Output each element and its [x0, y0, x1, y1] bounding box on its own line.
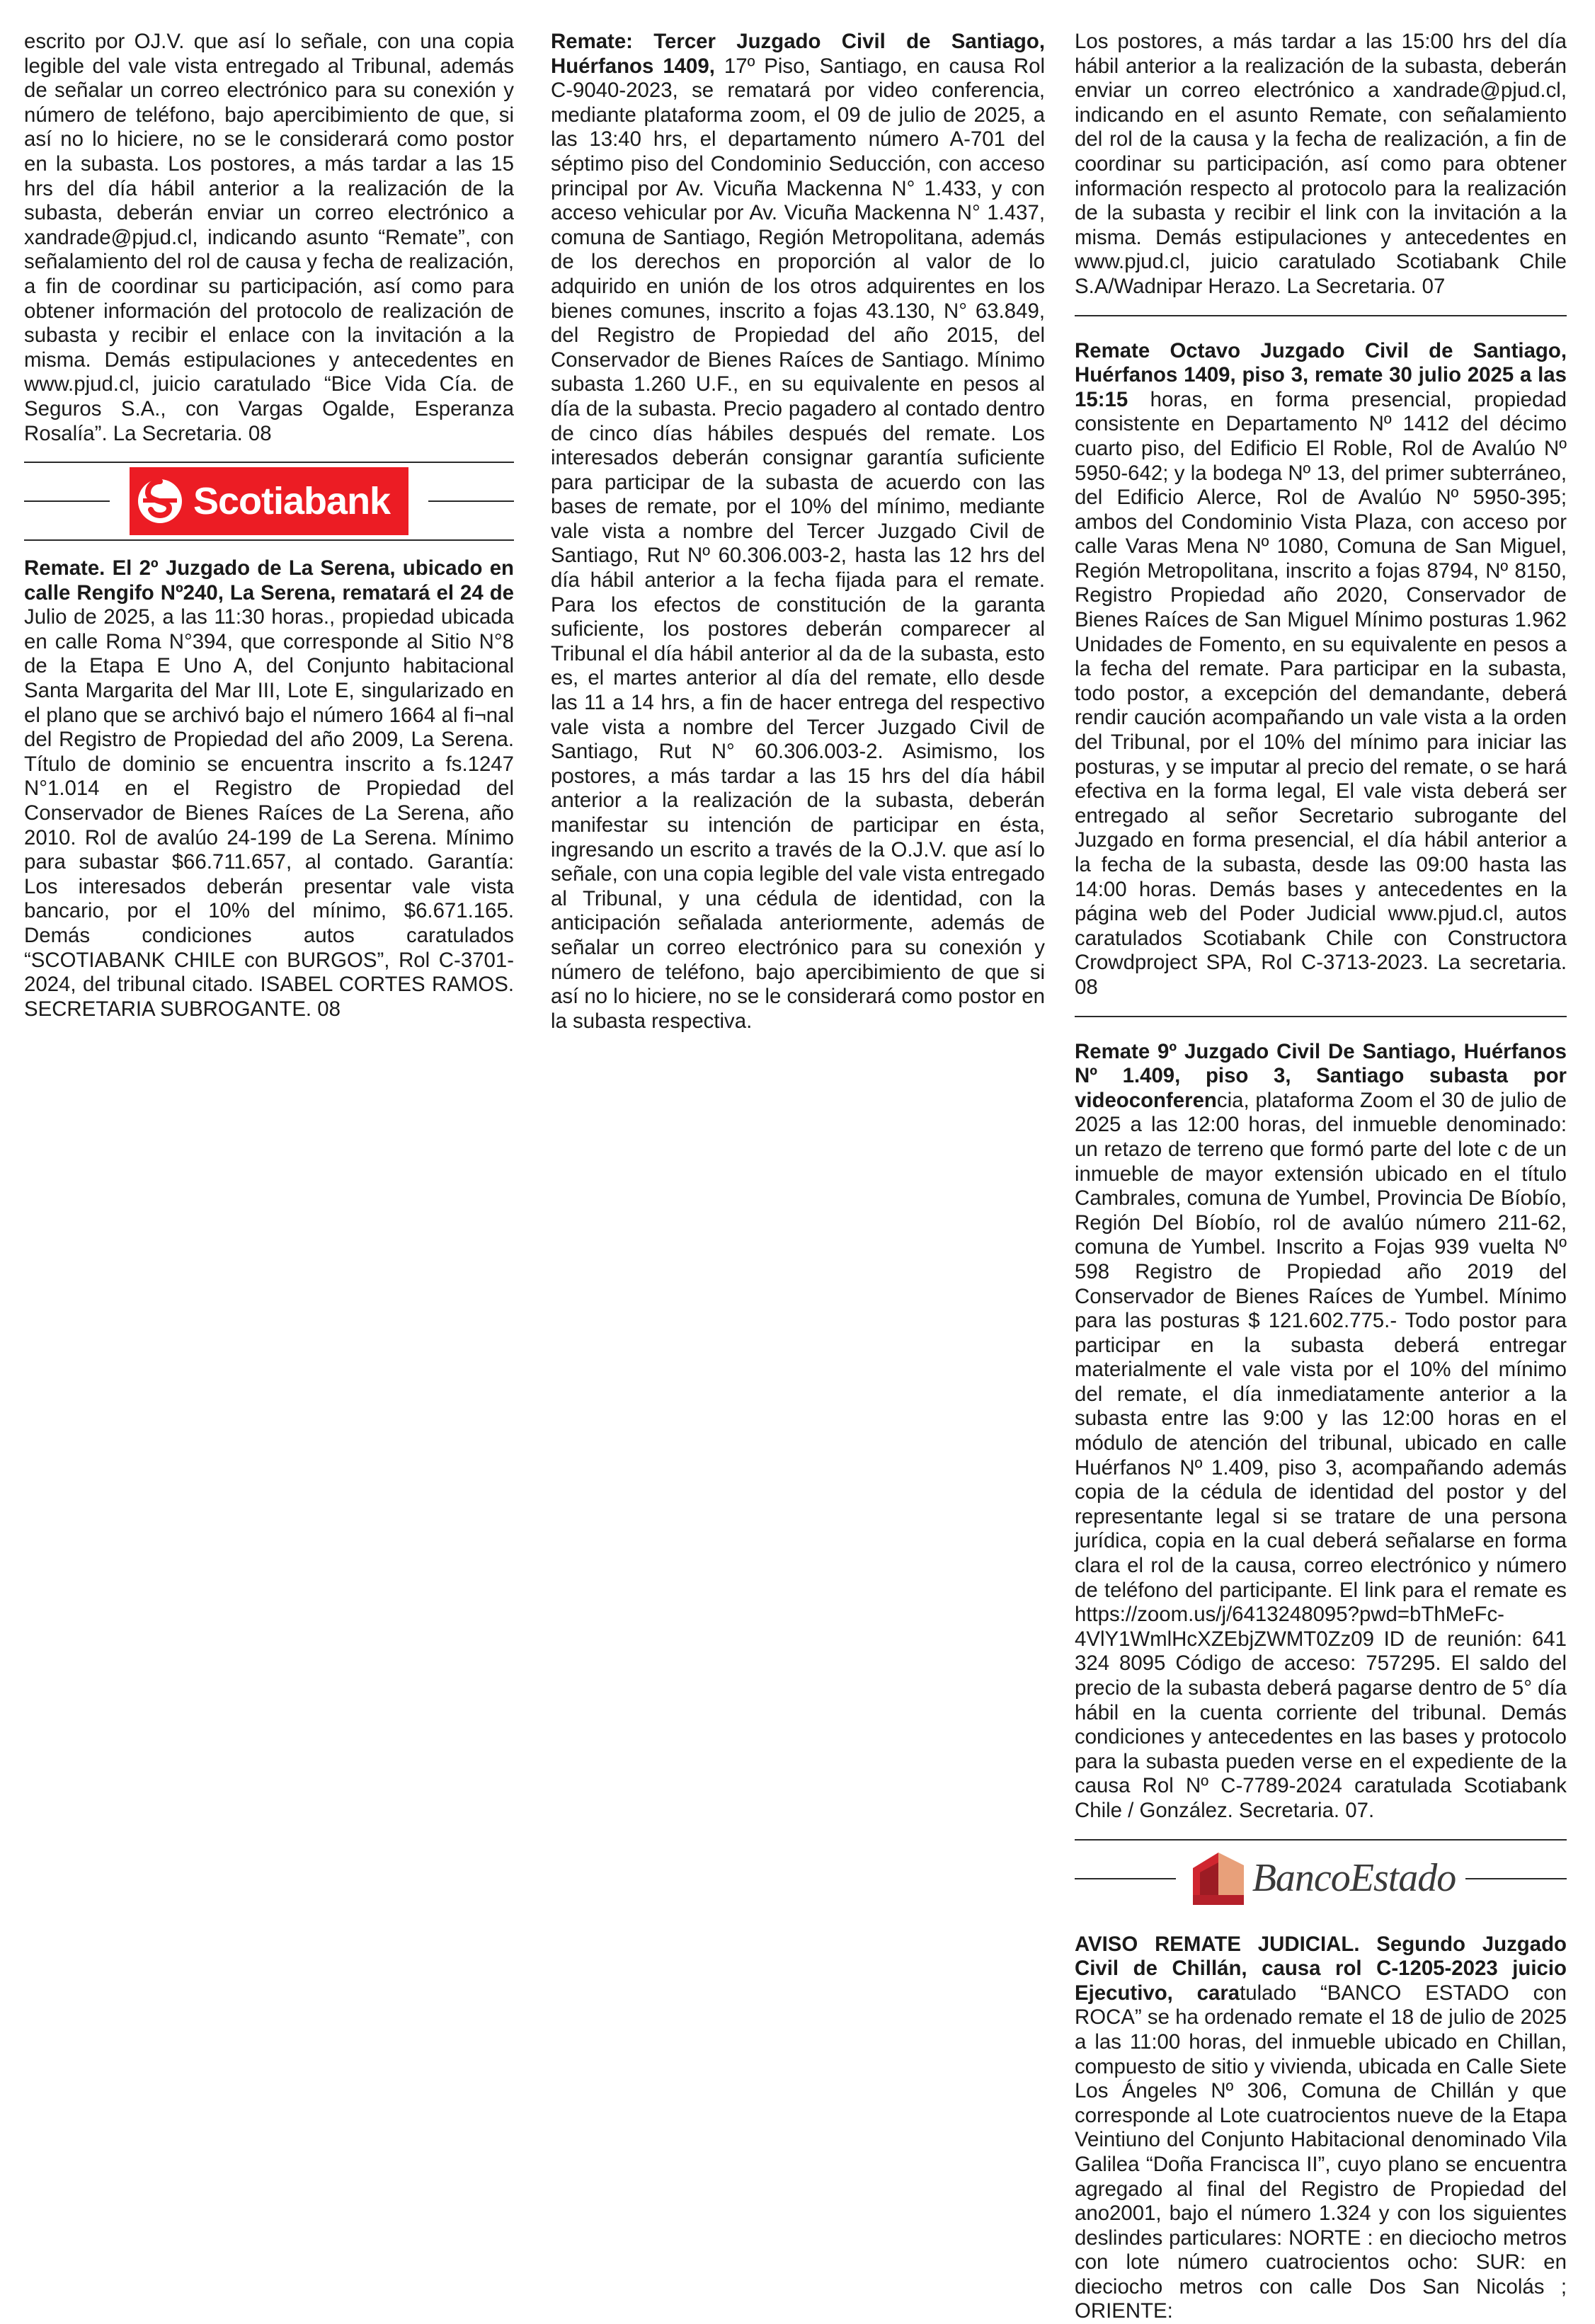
notice-heading: Remate Octavo Juzgado Civil de Santiago, Huérfanos 1409, piso 3, remate 30 julio 2025 a las 15:15	[1075, 338, 1567, 411]
scotiabank-logo-text: Scotiabank	[193, 479, 391, 522]
notice-bice-continuation: escrito por OJ.V. que así lo señale, con una copia legible del vale vista entregado al Tribunal, además de señalar un correo electrónico para su conexión y número de teléfono, bajo apercibimiento de que, si así no lo hiciere, no se le considerará como postor en la subasta. Los postores, a más tardar a las 15 hrs del día hábil anterior a la realización de la subasta, deberán enviar un correo electrónico a xandrade@pjud.cl, indicando asunto “Remate”, con señalamiento del rol de causa y fecha de realización, a fin de coordinar su participación, así como para obtener información del protocolo de realización de subasta y recibir el enlace con la invitación a la misma. Demás estipulaciones y antecedentes en www.pjud.cl, juicio caratulado “Bice Vida Cía. de Seguros S.A., con Vargas Ogalde, Esperanza Rosalía”. La Secretaria. 08	[24, 30, 514, 445]
notice-body: Julio de 2025, a las 11:30 horas., propiedad ubicada en calle Roma N°394, que corresponde al Sitio N°8 de la Etapa E Uno A, del Conjunto habitacional Santa Margarita del Mar III, Lote E, singularizado en el plano que se archivó bajo el número 1664 al fi¬nal del Registro de Propiedad del año 2009, La Serena. Título de dominio se encuentra inscrito a fs.1247 N°1.014 en el Registro de Propiedad del Conservador de Bienes Raíces de La Serena, año 2010. Rol de avalúo 24-199 de La Serena. Mínimo para subastar $66.711.657, al contado. Garantía: Los interesados deberán presentar vale vista bancario, por el 10% del mínimo, $6.671.165. Demás condiciones autos caratulados “SCOTIABANK CHILE con BURGOS”, Rol C-3701-2024, del tribunal citado. ISABEL CORTES RAMOS. SECRETARIA SUBROGANTE. 08	[24, 605, 514, 1021]
notice-body: horas, en forma presencial, propiedad consistente en Departamento Nº 1412 del décimo cuarto piso, del Edificio El Roble, Rol de Avalúo Nº 5950-642; y la bodega Nº 13, del primer subterráneo, del Edificio Alerce, Rol de Avalúo Nº 5950-395; ambos del Condominio Vista Plaza, con acceso por calle Varas Mena Nº 1080, Comuna de San Miguel, Región Metropolitana, inscrito a fojas 8794, Nº 8150, Registro Propiedad año 2020, Conservador de Bienes Raíces de San Miguel Mínimo posturas 1.962 Unidades de Fomento, en su equivalente en pesos a la fecha del remate. Para participar en la subasta, todo postor, a excepción del demandante, deberá rendir caución acompañando un vale vista a la orden del Tribunal, por el 10% del mínimo para iniciar las posturas, y se imputar al precio del remate, o se hará efectiva en la forma legal, El vale vista deberá ser entregado al señor Secretario subrogante del Juzgado en forma presencial, el día hábil anterior a la fecha de la subasta, desde las 09:00 hasta las 14:00 horas. Demás bases y antecedentes en la página web del Poder Judicial www.pjud.cl, autos caratulados Scotiabank Chile con Constructora Crowdproject SPA, Rol C-3713-2023. La secretaria. 08	[1075, 387, 1567, 999]
notice-body: cia, plataforma Zoom el 30 de julio de 2025 a las 12:00 horas, del inmueble denominado: un retazo de terreno que formó parte del lote c de un inmueble de mayor extensión ubicado en el título Cambrales, comuna de Yumbel, Provincia De Bíobío, Región Del Bíobío, rol de avalúo número 211-62, comuna de Yumbel. Inscrito a Fojas 939 vuelta Nº 598 Registro de Propiedad año 2019 del Conservador de Bienes Raíces de Yumbel. Mínimo para las posturas $ 121.602.775.- Todo postor para participar en la subasta deberá entregar materialmente el vale vista por el 10% del mínimo del remate, el día inmediatamente anterior a la subasta entre las 9:00 y las 12:00 horas en el módulo de atención del tribunal, ubicado en calle Huérfanos Nº 1.409, piso 3, acompañando además copia de la cédula de identidad del postor y del representante legal si se tratare de una persona jurídica, copia en la cual deberá señalarse en forma clara el rol de la causa, correo electrónico y número de teléfono del participante. El link para el remate es https://zoom.us/j/6413248095?pwd=bThMeFc-4VlY1WmlHcXZEbjZWMT0Zz09 ID de reunión: 641 324 8095 Código de acceso: 757295. El saldo del precio de la subasta deberá pagarse dentro de 5° día hábil en la cuenta corriente del tribunal. Demás condiciones y antecedentes en las bases y protocolo para la subasta pueden verse en el expediente de la causa Rol Nº C-7789-2024 caratulada Scotiabank Chile / González. Secretaria. 07.	[1075, 1088, 1567, 1822]
column-1	[24, 30, 514, 1021]
scotiabank-globe-icon	[137, 476, 183, 527]
notice-chillan	[1075, 1933, 1567, 2324]
column-3	[1075, 30, 1567, 2324]
column-2	[551, 30, 1045, 1034]
notice-heading: Remate 9º Juzgado Civil De Santiago, Huérfanos Nº 1.409, piso 3, Santiago subasta por videoconferen	[1075, 1039, 1567, 1112]
bancoestado-emblem-icon	[1191, 1851, 1245, 1906]
notice-heading: Remate: Tercer Juzgado Civil de Santiago, Huérfanos 1409,	[551, 30, 1045, 78]
notice-heading: Remate. El 2º Juzgado de La Serena, ubicado en calle Rengifo Nº240, La Serena, rematará el 24 de	[24, 556, 514, 605]
notice-tercer-juzgado	[551, 30, 1045, 1034]
notice-heading: AVISO REMATE JUDICIAL. Segundo Juzgado Civil de Chillán, causa rol C-1205-2023 juicio Ejecutivo, cara	[1075, 1932, 1567, 2005]
notice-body: 17º Piso, Santiago, en causa Rol C-9040-2023, se rematará por video conferencia, mediante plataforma zoom, el 09 de julio de 2025, a las 13:40 hrs, el departamento número A-701 del séptimo piso del Condominio Seducción, con acceso principal por Av. Vicuña Mackenna N° 1.433, y con acceso vehicular por Av. Vicuña Mackenna N° 1.437, comuna de Santiago, Región Metropolitana, además de los derechos en proporción al valor de lo adquirido en unión de los otros adquirentes en los bienes comunes, inscrito a fojas 43.130, N° 63.849, del Registro de Propiedad del año 2015, del Conservador de Bienes Raíces de Santiago. Mínimo subasta 1.260 U.F., en su equivalente en pesos al día de la subasta. Precio pagadero al contado dentro de cinco días hábiles después del remate. Los interesados deberán consignar garantía suficiente para participar de la subasta de acuerdo con las bases de remate, por el 10% del mínimo, mediante vale vista a nombre del Tercer Juzgado Civil de Santiago, Rut Nº 60.306.003-2, hasta las 12 hrs del día hábil anterior a la fecha fijada para el remate. Para los efectos de constitución de la garanta suficiente, los postores deberán comparecer al Tribunal el día hábil anterior al da de la subasta, esto es, el martes anterior al día del remate, ello desde las 11 a 14 hrs, a fin de hacer entrega del respectivo vale vista a nombre del Tercer Juzgado Civil de Santiago, Rut N° 60.306.003-2. Asimismo, los postores, a más tardar a las 15 hrs del día hábil anterior a la realización de la subasta, deberán manifestar su intención de participar en ésta, ingresando un escrito a través de la O.J.V. que así lo señale, con una copia legible del vale vista entregado al Tribunal, y una cédula de identidad, con la anticipación señalada anteriormente, además de señalar un correo electrónico para su conexión y número de teléfono, bajo apercibimiento de que si así no lo hiciere, no se le considerará como postor en la subasta respectiva.	[551, 54, 1046, 1033]
bancoestado-logo-text: BancoEstado	[1252, 1856, 1456, 1901]
bancoestado-logo-row	[1075, 1841, 1567, 1917]
notice-wadnipar-continuation: Los postores, a más tardar a las 15:00 hrs del día hábil anterior a la realización de la subasta, deberán enviar un correo electrónico a xandrade@pjud.cl, indicando en el asunto Remate, con señalamiento del rol de la causa y la fecha de realización, a fin de coordinar su participación, así como para obtener información respecto al protocolo para la realización de la subasta y recibir el link con la invitación a la misma. Demás estipulaciones y antecedentes en www.pjud.cl, juicio caratulado Scotiabank Chile S.A/Wadnipar Herazo. La Secretaria. 07	[1075, 30, 1567, 298]
scotiabank-logo-row	[24, 463, 514, 539]
bancoestado-logo	[1191, 1851, 1456, 1906]
notice-body: tulado “BANCO ESTADO con ROCA” se ha ordenado remate el 18 de julio de 2025 a las 11:00 horas, del inmueble ubicado en Chillan, compuesto de sitio y vivienda, ubicada en Calle Siete Los Ángeles Nº 306, Comuna de Chillán y que corresponde al Lote cuatrocientos nueve de la Etapa Veintiuno del Conjunto Habitacional denominado Vila Galilea “Doña Francisca II”, cuyo plano se encuentra agregado al final del Registro de Propiedad del ano2001, bajo el número 1.324 y con los siguientes deslindes particulares: NORTE : en dieciocho metros con lote número cuatrocientos ocho: SUR: en dieciocho metros con calle Dos San Nicolás ; ORIENTE:	[1075, 1981, 1567, 2323]
notice-la-serena	[24, 556, 514, 1021]
scotiabank-logo	[130, 467, 408, 535]
notice-noveno-juzgado	[1075, 1040, 1567, 1824]
notice-octavo-juzgado	[1075, 339, 1567, 1000]
